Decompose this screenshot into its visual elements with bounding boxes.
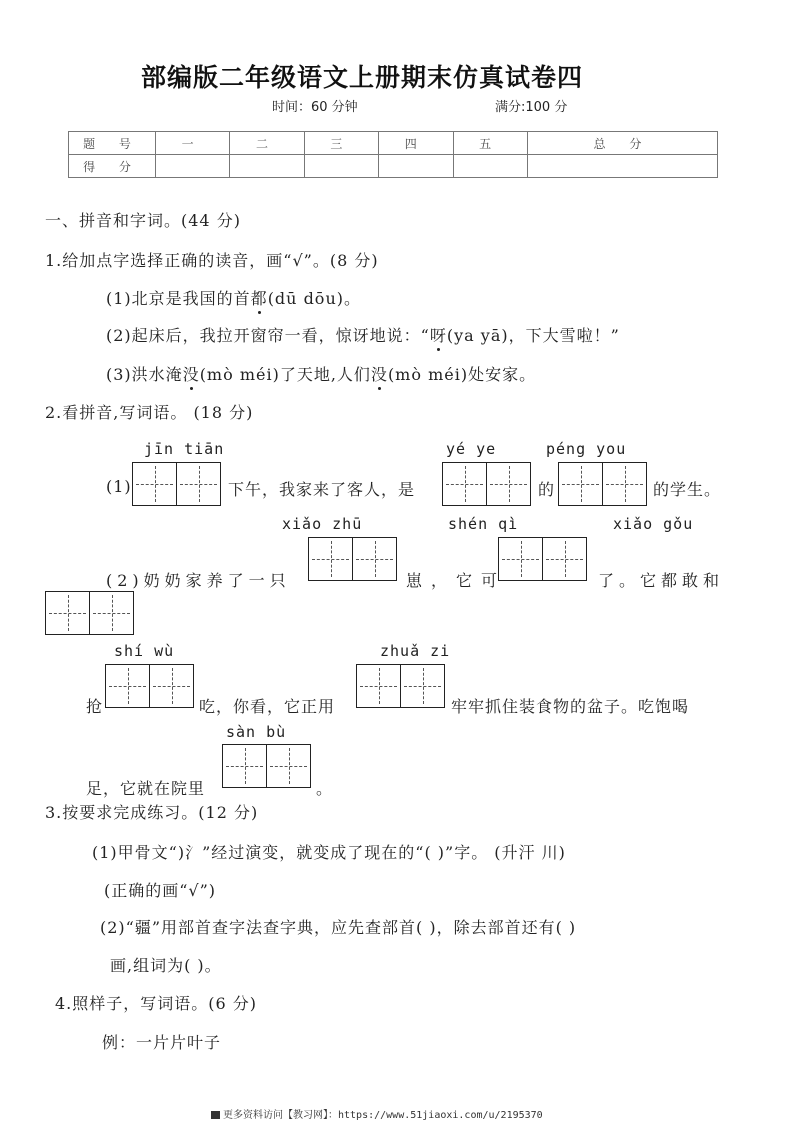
score-input-cell[interactable]	[527, 155, 717, 178]
question-3-line-3: (2)“疆”用部首查字法查字典，应先查部首( )，除去部首还有( )	[100, 918, 577, 937]
question-1-title: 1.给加点字选择正确的读音，画“√”。(8 分)	[45, 251, 379, 270]
sentence-2-part-b: 崽，它可	[406, 571, 507, 590]
text: (ya yā)，下大雪啦！”	[446, 326, 620, 345]
footer-link[interactable]	[211, 1106, 543, 1121]
table-cell: 二	[230, 132, 304, 155]
pinyin-shiwu: shí wù	[114, 642, 175, 660]
sentence-3-part-a: 抢	[86, 697, 104, 716]
flag-icon	[211, 1111, 220, 1119]
sentence-3-part-c: 牢牢抓住装食物的盆子。吃饱喝	[451, 697, 690, 716]
table-row	[69, 155, 718, 178]
section-heading: 一、拼音和字词。(44 分)	[45, 211, 241, 230]
writing-grid-shenqi[interactable]	[498, 537, 587, 581]
text: (mò méi)处安家。	[387, 365, 537, 384]
text: (2)起床后，我拉开窗帘一看，惊讶地说：“	[106, 326, 430, 345]
sentence-1-part-a: 下午，我家来了客人，是	[228, 480, 416, 499]
question-3-title: 3.按要求完成练习。(12 分)	[45, 803, 259, 822]
table-cell: 四	[379, 132, 453, 155]
sentence-4-part-a: 足，它就在院里	[86, 779, 206, 798]
writing-grid-jintian[interactable]	[132, 462, 221, 506]
text: (mò méi)了天地,人们	[199, 365, 371, 384]
sentence-1-number: (1)	[106, 477, 132, 496]
writing-grid-zhuazi[interactable]	[356, 664, 445, 708]
score-input-cell[interactable]	[453, 155, 527, 178]
writing-grid-yeye[interactable]	[442, 462, 531, 506]
question-2-title: 2.看拼音,写词语。 (18 分)	[45, 403, 254, 422]
question-1-item-2	[106, 323, 620, 346]
question-4-title: 4.照样子，写词语。(6 分)	[55, 994, 258, 1013]
sentence-4-part-b: 。	[316, 779, 334, 798]
writing-grid-xiaozhu[interactable]	[308, 537, 397, 581]
pinyin-shenqi: shén qì	[448, 515, 519, 533]
table-cell: 三	[304, 132, 378, 155]
table-cell: 总 分	[527, 132, 717, 155]
table-row	[69, 132, 718, 155]
footer-text: 更多资料访问【教习网】：https://www.51jiaoxi.com/u/2195370	[223, 1110, 543, 1121]
writing-grid-sanbu[interactable]	[222, 744, 311, 788]
sentence-1-part-c: 的学生。	[653, 480, 722, 499]
table-cell: 一	[156, 132, 230, 155]
dotted-char: 没	[182, 365, 200, 384]
score-input-cell[interactable]	[156, 155, 230, 178]
pinyin-yeye: yé ye	[446, 440, 497, 458]
score-table	[68, 131, 718, 178]
sentence-1-part-b: 的	[538, 480, 556, 499]
pinyin-zhuazi: zhuǎ zi	[380, 642, 451, 660]
pinyin-sanbu: sàn bù	[226, 723, 287, 741]
sentence-2-part-c: 了。它都敢和	[598, 571, 725, 590]
writing-grid-pengyou[interactable]	[558, 462, 647, 506]
question-1-item-1	[106, 286, 361, 309]
pinyin-jintian: jīn tiān	[144, 440, 225, 458]
question-3-line-4: 画,组词为( )。	[110, 956, 222, 975]
table-cell: 得 分	[69, 155, 156, 178]
writing-grid-xiaogou[interactable]	[45, 591, 134, 635]
pinyin-pengyou: péng you	[546, 440, 627, 458]
exam-time: 时间：60 分钟	[272, 100, 358, 115]
pinyin-xiaozhu: xiǎo zhū	[282, 515, 363, 533]
pinyin-xiaogou: xiǎo gǒu	[613, 515, 694, 533]
score-input-cell[interactable]	[379, 155, 453, 178]
writing-grid-shiwu[interactable]	[105, 664, 194, 708]
dotted-char: 呀	[429, 326, 447, 345]
table-cell: 题 号	[69, 132, 156, 155]
text: (1)北京是我国的首	[106, 289, 251, 308]
page-title: 部编版二年级语文上册期末仿真试卷四	[141, 63, 584, 92]
dotted-char: 没	[370, 365, 388, 384]
sentence-2-part-a: (2)奶奶家养了一只	[106, 571, 291, 590]
dotted-char: 都	[250, 289, 268, 308]
table-cell: 五	[453, 132, 527, 155]
text: (3)洪水淹	[106, 365, 183, 384]
question-1-item-3	[106, 362, 536, 385]
question-3-line-2: (正确的画“√”)	[104, 881, 217, 900]
score-input-cell[interactable]	[304, 155, 378, 178]
score-input-cell[interactable]	[230, 155, 304, 178]
question-4-example: 例：一片片叶子	[102, 1033, 222, 1052]
text: (dū dōu)。	[267, 289, 361, 308]
full-score: 满分:100 分	[495, 100, 568, 115]
sentence-3-part-b: 吃，你看，它正用	[199, 697, 336, 716]
question-3-line-1: (1)甲骨文“)氵”经过演变，就变成了现在的“( )”字。 (升汗 川)	[92, 843, 566, 862]
